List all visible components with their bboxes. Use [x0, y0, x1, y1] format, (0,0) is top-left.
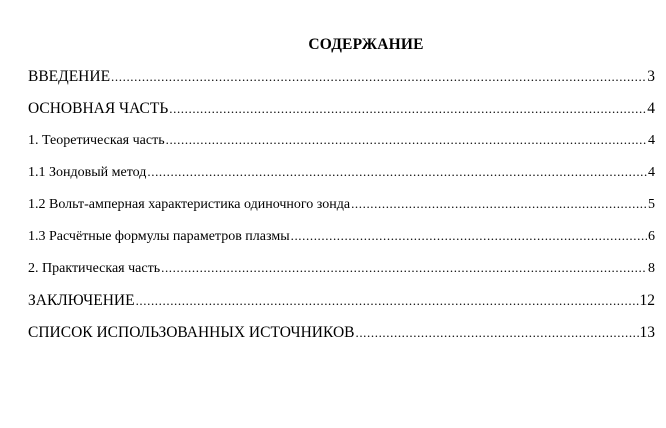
toc-entry-page: 5	[648, 197, 655, 212]
toc-entry-theoretical-part[interactable]	[28, 132, 655, 164]
toc-entry-label: СПИСОК ИСПОЛЬЗОВАННЫХ ИСТОЧНИКОВ	[28, 324, 355, 341]
dot-leader	[166, 132, 647, 148]
toc-entry-label: ВВЕДЕНИЕ	[28, 68, 111, 85]
toc-entry-plasma-formulas[interactable]	[28, 228, 655, 260]
toc-entry-probe-method[interactable]	[28, 164, 655, 196]
dot-leader	[351, 196, 647, 212]
toc-entry-label: 2. Практическая часть	[28, 261, 161, 276]
dot-leader	[161, 260, 647, 276]
toc-entry-label: ОСНОВНАЯ ЧАСТЬ	[28, 100, 169, 117]
toc-entry-iv-characteristic[interactable]	[28, 196, 655, 228]
toc-entry-label: 1.2 Вольт-амперная характеристика одиночного зонда	[28, 197, 351, 212]
toc-entry-page: 12	[639, 292, 655, 309]
dot-leader	[111, 69, 646, 85]
toc-entry-references[interactable]	[28, 324, 655, 356]
toc-title: СОДЕРЖАНИЕ	[308, 36, 424, 53]
toc-entry-conclusion[interactable]	[28, 292, 655, 324]
toc-entry-page: 13	[639, 324, 655, 341]
toc-entry-page: 4	[648, 165, 655, 180]
toc-entry-label: 1. Теоретическая часть	[28, 133, 165, 148]
toc-entry-page: 6	[648, 229, 655, 244]
dot-leader	[291, 228, 647, 244]
dot-leader	[169, 101, 646, 117]
toc-entry-label: 1.3 Расчётные формулы параметров плазмы	[28, 229, 290, 244]
toc-entry-label: 1.1 Зондовый метод	[28, 165, 147, 180]
toc-entry-page: 3	[647, 68, 655, 85]
toc-entry-practical-part[interactable]	[28, 260, 655, 292]
dot-leader	[147, 164, 647, 180]
toc-entry-page: 8	[648, 261, 655, 276]
toc-entry-page: 4	[647, 100, 655, 117]
table-of-contents	[28, 68, 655, 356]
toc-entry-label: ЗАКЛЮЧЕНИЕ	[28, 292, 135, 309]
dot-leader	[136, 293, 639, 309]
toc-entry-introduction[interactable]	[28, 68, 655, 100]
toc-entry-main-part[interactable]	[28, 100, 655, 132]
toc-entry-page: 4	[648, 133, 655, 148]
dot-leader	[355, 325, 638, 341]
